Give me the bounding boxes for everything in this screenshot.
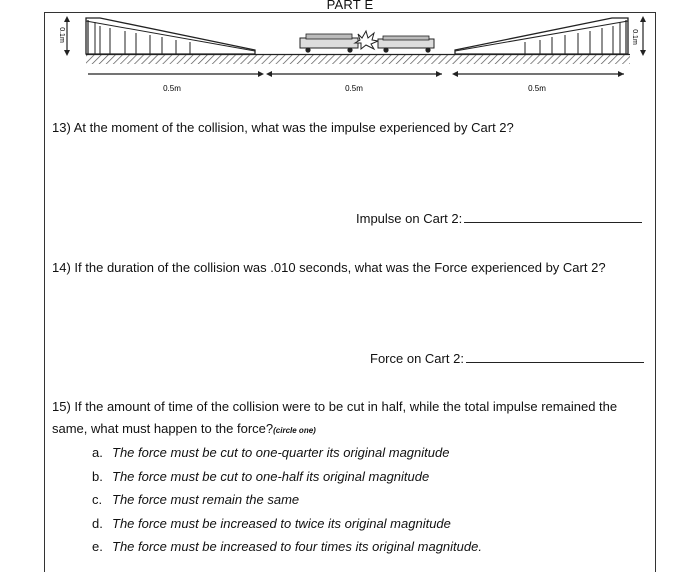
option-d-text: The force must be increased to twice its original magnitude (112, 515, 451, 531)
impulse-answer (356, 210, 642, 226)
right-height-label: 0.1m (631, 29, 638, 45)
option-c-text: The force must remain the same (112, 492, 300, 507)
option-c-letter: c. (92, 492, 103, 507)
segment-label-3: 0.5m (528, 84, 546, 93)
option-e-letter: e. (92, 539, 103, 554)
option-d-letter: d. (92, 515, 103, 531)
ground-hatching (86, 55, 630, 64)
distance-arrow-1 (88, 71, 264, 77)
force-answer-blank[interactable] (466, 350, 644, 363)
impulse-answer-label: Impulse on Cart 2: (356, 211, 463, 226)
question-13-number: 13) (52, 120, 71, 135)
option-a-text: The force must be cut to one-quarter its original magnitude (112, 445, 450, 460)
right-height-arrow (640, 16, 646, 56)
segment-label-1: 0.5m (163, 84, 181, 93)
left-height-label: 0.1m (58, 27, 65, 43)
cart-1 (300, 34, 358, 53)
question-15-number: 15) (52, 399, 71, 414)
option-b[interactable] (92, 465, 482, 489)
segment-label-2: 0.5m (345, 84, 363, 93)
option-a[interactable] (92, 441, 482, 465)
circle-one-hint: (circle one) (273, 426, 316, 435)
question-15-text-line2: same, what must happen to the force? (52, 421, 274, 436)
option-a-letter: a. (92, 445, 103, 460)
option-b-letter: b. (92, 468, 103, 484)
option-b-text: The force must be cut to one-half its original magnitude (112, 468, 430, 484)
cart-2 (378, 36, 434, 53)
force-answer (370, 350, 644, 366)
distance-arrow-2 (266, 71, 442, 77)
question-13-text: At the moment of the collision, what was the impulse experienced by Cart 2? (73, 120, 514, 135)
question-15 (52, 396, 652, 442)
question-13 (52, 117, 514, 139)
question-14 (52, 257, 606, 279)
force-answer-label: Force on Cart 2: (370, 351, 464, 366)
question-15-text-line1: If the amount of time of the collision were to be cut in half, while the total impulse remained the (74, 399, 618, 414)
option-e-text: The force must be increased to four times its original magnitude. (112, 539, 482, 554)
option-c[interactable] (92, 488, 482, 512)
part-title: PART E (0, 0, 700, 12)
option-d[interactable] (92, 512, 482, 536)
right-ramp (455, 18, 628, 54)
impulse-answer-blank[interactable] (464, 210, 642, 223)
question-14-text: If the duration of the collision was .010 seconds, what was the Force experienced by Cart 2? (74, 260, 606, 275)
question-14-number: 14) (52, 260, 71, 275)
track-diagram (0, 0, 700, 100)
answer-options (92, 441, 482, 559)
distance-arrow-3 (452, 71, 624, 77)
option-e[interactable] (92, 535, 482, 559)
left-ramp (86, 18, 255, 54)
